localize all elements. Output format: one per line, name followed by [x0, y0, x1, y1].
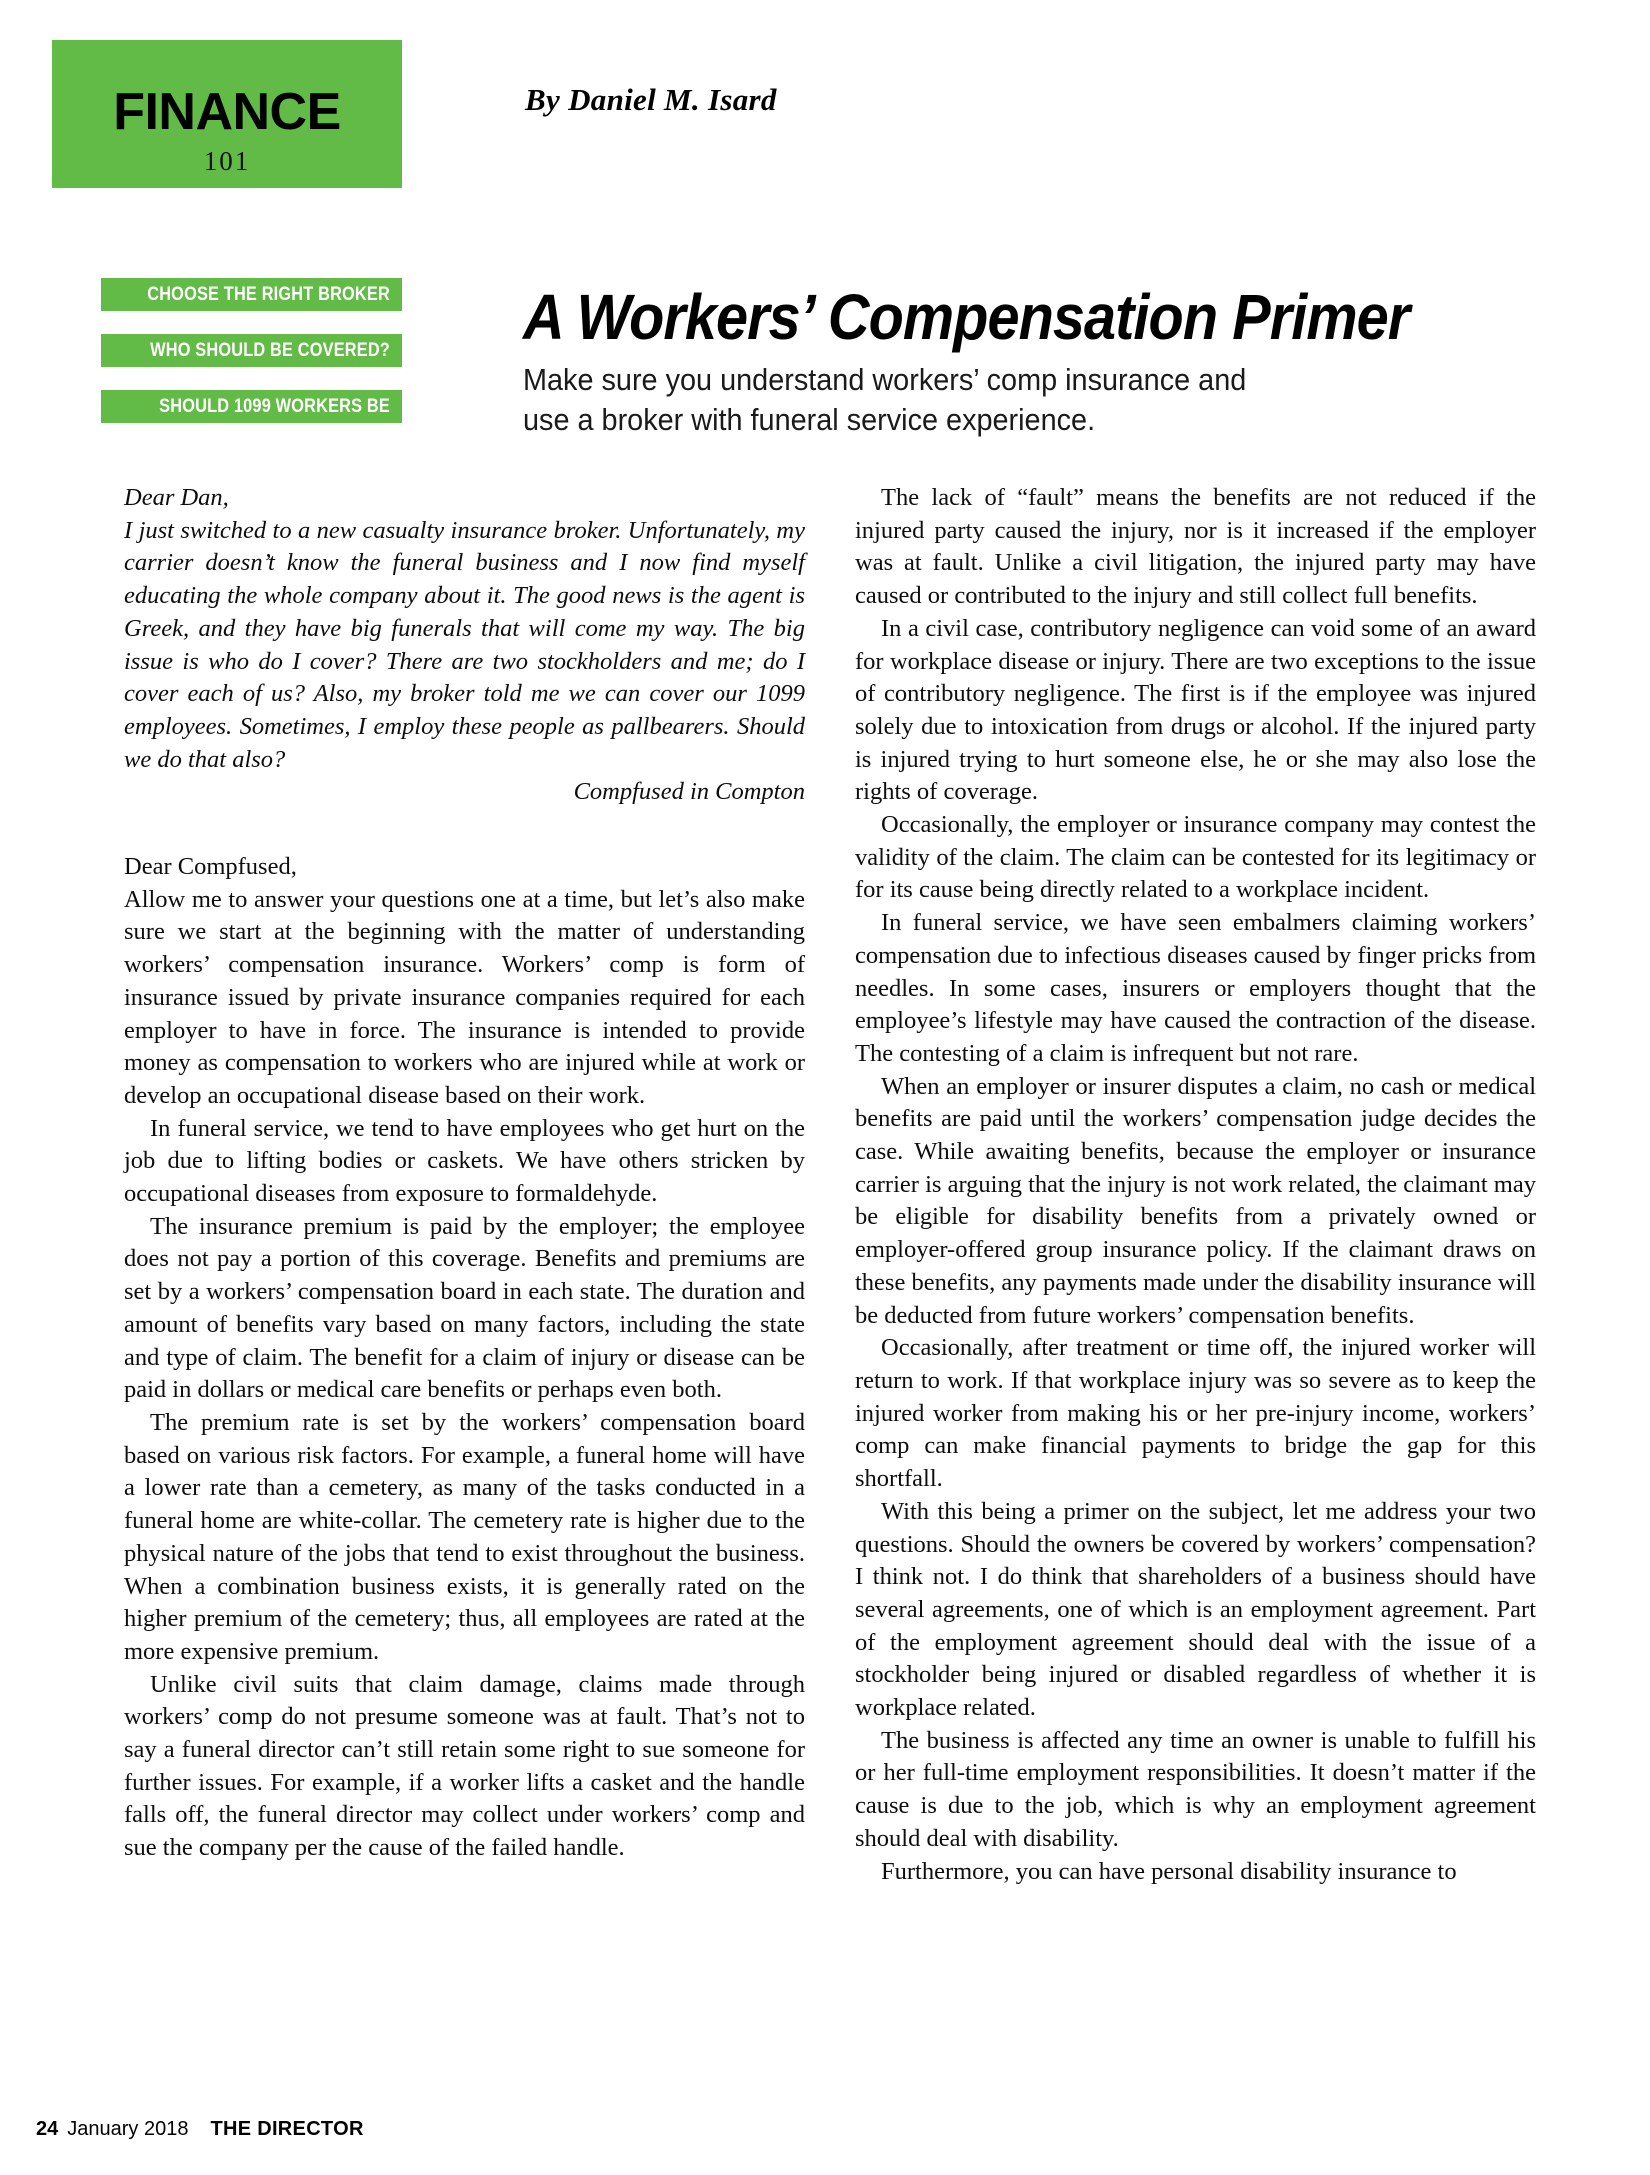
masthead-subtitle: 101 [203, 146, 251, 176]
reply-paragraph: When an employer or insurer disputes a claim, no cash or medical benefits are paid until the workers’ compensation judge decides the case. While awaiting benefits, because the employer or insurance carrier is arguing that the injury is not work related, the claimant may be eligible for disability benefits from a privately owned or employer-offered group insurance policy. If the claimant draws on these benefits, any payments made under the disability insurance will be deducted from future workers’ compensation benefits. [855, 1072, 1536, 1329]
masthead-badge [52, 40, 402, 188]
topic-tab-who-should-be-covered[interactable]: WHO SHOULD BE COVERED? [101, 334, 402, 367]
reply-paragraph: Occasionally, after treatment or time off, the injured worker will return to work. If that workplace injury was so severe as to keep the injured worker from making his or her pre-injury income, workers’ comp can make financial payments to bridge the gap for this shortfall. [855, 1334, 1536, 1493]
topic-tab-should-1099-workers-be-covered[interactable]: SHOULD 1099 WORKERS BE COVERED? [101, 390, 402, 423]
reply-paragraph: Allow me to answer your questions one at a time, but let’s also make sure we start at the beginning with the matter of understanding workers’ compensation insurance. Workers’ comp is form of insurance issued by private insurance companies required for each employer to have in force. The insurance is intended to provide money as compensation to workers who are injured while at work or develop an occupational disease based on their work. [124, 885, 805, 1109]
reply-paragraph: The lack of “fault” means the benefits are not reduced if the injured party caused the injury, nor is it increased if the employer was at fault. Unlike a civil litigation, the injured party may have caused or contributed to the injury and still collect full benefits. [855, 484, 1536, 610]
reply-paragraph: Occasionally, the employer or insurance company may contest the validity of the claim. The claim can be contested for its legitimacy or for its cause being directly related to a workplace incident. [855, 811, 1536, 904]
reply-paragraph-continued: Furthermore, you can have personal disability insurance to [881, 1857, 1457, 1885]
letter-signature: Compfused in Compton [573, 778, 805, 806]
footer-page-number: 24 [36, 2118, 59, 2140]
topic-tab-choose-the-right-broker[interactable]: CHOOSE THE RIGHT BROKER [101, 278, 402, 311]
reply-paragraph: With this being a primer on the subject, let me address your two questions. Should the owners be covered by workers’ compensation? I think not. I do think that shareholders of a business should have several agreements, one of which is an employment agreement. Part of the employment agreement should deal with the issue of a stockholder being injured or disabled regardless of whether it is workplace related. [855, 1497, 1536, 1722]
article-column-right [855, 482, 1536, 1888]
footer-issue-date: January 2018 [67, 2118, 189, 2140]
byline: By Daniel M. Isard [525, 82, 777, 117]
article-deck: Make sure you understand workers’ comp insurance and use a broker with funeral service experience. [523, 362, 1247, 438]
reply-paragraph: The insurance premium is paid by the employer; the employee does not pay a portion of this coverage. Benefits and premiums are set by a workers’ compensation board in each state. The duration and amount of benefits vary based on many factors, including the state and type of claim. The benefit for a claim of injury or disease can be paid in dollars or medical care benefits or perhaps even both. [124, 1212, 805, 1404]
article-headline: A Workers’ Compensation Primer [523, 281, 1410, 353]
reply-paragraph: Unlike civil suits that claim damage, claims made through workers’ comp do not presume someone was at fault. That’s not to say a funeral director can’t still retain some right to sue someone for further issues. For example, if a worker lifts a casket and the handle falls off, the funeral director may collect under workers’ comp and sue the company per the cause of the failed handle. [124, 1670, 805, 1862]
letter-salutation: Dear Dan, [124, 484, 229, 511]
masthead-title: FINANCE [113, 83, 341, 141]
footer-publication-name: THE DIRECTOR [210, 2118, 364, 2140]
reply-paragraph: The premium rate is set by the workers’ compensation board based on various risk factors. For example, a funeral home will have a lower rate than a cemetery, as many of the tasks conducted in a funeral home are white-collar. The cemetery rate is higher due to the physical nature of the jobs that tend to exist throughout the business. When a combination business exists, it is generally rated on the higher premium of the cemetery; thus, all employees are rated at the more expensive premium. [124, 1408, 805, 1665]
article-column-left [124, 482, 805, 1865]
letter-body: I just switched to a new casualty insurance broker. Unfortunately, my carrier doesn’t know the funeral business and I now find myself educating the whole company about it. The good news is the agent is Greek, and they have big funerals that will come my way. The big issue is who do I cover? There are two stockholders and me; do I cover each of us? Also, my broker told me we can cover our 1099 employees. Sometimes, I employ these people as pallbearers. Should we do that also? [124, 516, 805, 773]
reply-paragraph: The business is affected any time an owner is unable to fulfill his or her full-time employment responsibilities. It doesn’t matter if the cause is due to the job, which is why an employment agreement should deal with disability. [855, 1726, 1536, 1852]
reply-paragraph: In funeral service, we have seen embalmers claiming workers’ compensation due to infectious diseases caused by finger pricks from needles. In some cases, insurers or employers thought that the employee’s lifestyle may have caused the contraction of the disease. The contesting of a claim is infrequent but not rare. [855, 909, 1536, 1067]
reply-paragraph: In funeral service, we tend to have employees who get hurt on the job due to lifting bodies or caskets. We have others stricken by occupational diseases from exposure to formaldehyde. [124, 1114, 805, 1208]
page-footer [36, 2118, 364, 2141]
reply-salutation: Dear Compfused, [124, 853, 297, 881]
reply-paragraph: In a civil case, contributory negligence can void some of an award for workplace disease or injury. There are two exceptions to the issue of contributory negligence. The first is if the employee was injured solely due to intoxication from drugs or alcohol. If the injured party is injured trying to hurt someone else, he or she may also lose the rights of coverage. [855, 614, 1536, 806]
